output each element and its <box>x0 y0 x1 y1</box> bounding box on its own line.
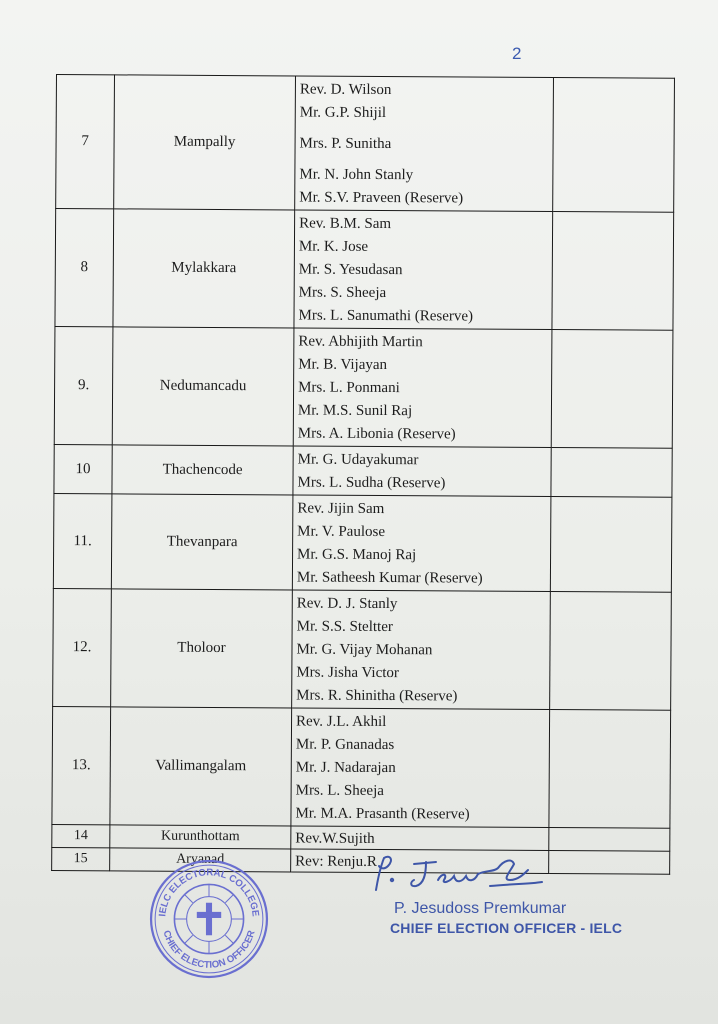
signature-block <box>370 850 630 936</box>
members-cell <box>295 76 554 212</box>
member-name: Mr. Satheesh Kumar (Reserve) <box>296 569 483 587</box>
member-name: Rev. Abhijith Martin <box>298 333 423 351</box>
officer-name: P. Jesudoss Premkumar <box>394 900 567 917</box>
members-cell <box>293 328 552 448</box>
remarks-cell <box>549 710 671 829</box>
handwritten-signature <box>370 850 570 900</box>
page-number: 2 <box>512 44 522 63</box>
delegates-table <box>51 74 675 875</box>
parish-name: Thachencode <box>112 445 293 495</box>
serial-number: 7 <box>56 75 115 209</box>
parish-name: Mampally <box>114 75 296 210</box>
serial-number: 11. <box>53 493 112 588</box>
parish-name: Thevanpara <box>111 494 293 590</box>
member-name: Mr. G.P. Shijil <box>299 104 387 122</box>
member-name: Mrs. P. Sunitha <box>299 135 392 153</box>
remarks-cell <box>549 828 670 852</box>
table-row <box>52 706 671 828</box>
member-name: Mrs. S. Sheeja <box>298 284 387 302</box>
members-cell <box>292 590 551 710</box>
seal-inner-text: CHIEF ELECTION OFFICER <box>160 929 258 971</box>
parish-name: Mylakkara <box>113 209 295 328</box>
member-name: Mr. V. Paulose <box>297 523 386 541</box>
member-name: Mrs. Jisha Victor <box>296 664 399 682</box>
member-name: Rev: Renju.R <box>295 853 377 870</box>
table-row <box>53 493 672 592</box>
parish-name: Kurunthottam <box>110 825 291 849</box>
serial-number: 9. <box>54 326 113 444</box>
member-name: Mr. B. Vijayan <box>298 356 388 374</box>
member-name: Mrs. L. Sanumathi (Reserve) <box>298 307 474 325</box>
member-name: Rev. J.L. Akhil <box>296 713 387 731</box>
parish-name: Tholoor <box>111 589 293 708</box>
official-seal-stamp <box>148 858 270 980</box>
member-name: Mrs. L. Sheeja <box>295 782 385 800</box>
member-name: Mr. S. Yesudasan <box>298 261 403 279</box>
remarks-cell <box>552 212 674 331</box>
table-row <box>56 75 675 213</box>
member-name: Mr. G. Udayakumar <box>297 451 419 469</box>
member-name: Rev. D. J. Stanly <box>296 595 398 613</box>
members-cell <box>291 708 550 828</box>
parish-name: Vallimangalam <box>110 707 292 826</box>
member-name: Mrs. A. Libonia (Reserve) <box>297 425 456 443</box>
serial-number: 10 <box>54 444 112 493</box>
member-name: Mrs. L. Ponmani <box>298 379 400 397</box>
table-row <box>54 444 672 497</box>
members-cell <box>294 210 553 330</box>
members-cell <box>293 446 551 497</box>
member-name: Mr. S.V. Praveen (Reserve) <box>299 189 464 207</box>
member-name: Mr. P. Gnanadas <box>295 736 395 754</box>
member-name: Mr. G. Vijay Mohanan <box>296 641 433 659</box>
serial-number: 13. <box>52 706 111 824</box>
parish-name: Aryanad <box>110 848 291 872</box>
table-row <box>54 326 673 448</box>
parish-name: Nedumancadu <box>112 327 294 446</box>
member-name: Mrs. R. Shinitha (Reserve) <box>296 687 458 705</box>
remarks-cell <box>550 592 672 711</box>
member-name: Rev. D. Wilson <box>299 81 392 99</box>
member-name: Mr. N. John Stanly <box>299 166 414 184</box>
cross-icon <box>197 903 221 936</box>
serial-number: 15 <box>52 847 110 870</box>
seal-outer-text: IELC ELECTORAL COLLEGE <box>157 867 261 918</box>
serial-number: 8 <box>55 209 114 327</box>
remarks-cell <box>550 497 672 593</box>
member-name: Mr. K. Jose <box>298 238 369 255</box>
serial-number: 12. <box>53 588 112 706</box>
serial-number: 14 <box>52 824 110 847</box>
member-name: Rev.W.Sujith <box>295 830 375 847</box>
remarks-cell <box>551 330 673 449</box>
member-name: Mrs. L. Sudha (Reserve) <box>297 474 446 492</box>
member-name: Rev. B.M. Sam <box>299 215 392 233</box>
member-name: Mr. J. Nadarajan <box>295 759 396 777</box>
member-name: Mr. S.S. Steltter <box>296 618 393 636</box>
members-cell <box>292 495 551 592</box>
officer-title: CHIEF ELECTION OFFICER - IELC <box>390 920 623 936</box>
remarks-cell <box>553 78 675 213</box>
member-name: Mr. G.S. Manoj Raj <box>297 546 417 564</box>
members-cell <box>291 826 549 851</box>
remarks-cell <box>551 448 672 498</box>
member-name: Mr. M.A. Prasanth (Reserve) <box>295 805 470 823</box>
member-name: Mr. M.S. Sunil Raj <box>297 402 413 420</box>
table-row <box>53 588 672 710</box>
member-name: Rev. Jijin Sam <box>297 500 385 518</box>
table-row <box>55 209 674 331</box>
